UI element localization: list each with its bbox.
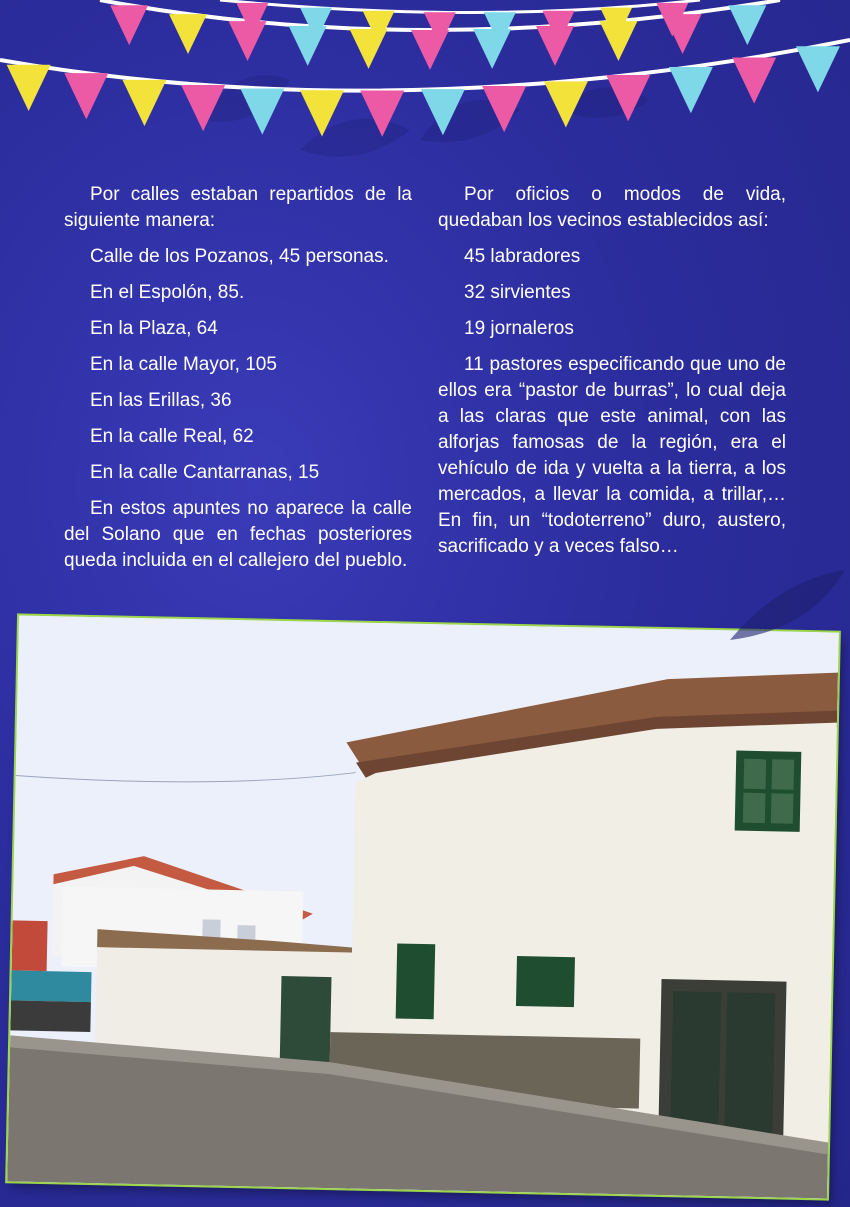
leaf-decoration <box>720 560 850 670</box>
bunting-flag <box>64 73 108 119</box>
bunting-flag <box>122 80 166 126</box>
bunting-flag <box>732 57 776 103</box>
left-closing: En estos apuntes no aparece la calle del Solano que en fechas posteriores queda incluida en el callejero del pueblo. <box>64 498 412 571</box>
street-item: En la Plaza, 64 <box>90 318 218 339</box>
bunting-flag <box>473 29 511 69</box>
bunting-flag <box>110 5 148 45</box>
bunting-flag <box>229 21 267 61</box>
bunting-flag <box>289 26 327 66</box>
street-item: En la calle Mayor, 105 <box>90 354 277 375</box>
trade-item: 32 sirvientes <box>464 282 571 303</box>
right-column <box>438 182 786 570</box>
bunting-flag <box>728 5 766 45</box>
bunting-decoration <box>0 0 850 175</box>
bunting-flag <box>599 21 637 61</box>
bunting-flag <box>536 26 574 66</box>
bunting-flag <box>411 30 449 70</box>
street-item: En las Erillas, 36 <box>90 390 232 411</box>
bunting-flag <box>669 67 713 113</box>
right-intro: Por oficios o modos de vida, quedaban los vecinos establecidos así: <box>438 184 786 231</box>
trade-item: 45 labradores <box>464 246 581 267</box>
village-house-photo <box>7 615 839 1198</box>
street-item: En la calle Cantarranas, 15 <box>90 462 320 483</box>
bunting-flag <box>7 65 51 111</box>
trade-item: 19 jornaleros <box>464 318 574 339</box>
right-closing: 11 pastores especificando que uno de ellos era “pastor de burras”, lo cual deja a las claras que este animal, con las alforjas famosas de la región, era el vehículo de ida y vuelta a la tierra, a los mercados, a llevar la comida, a trillar,…En fin, un “todoterreno” duro, austero, sacrificado y a veces falso… <box>438 354 786 557</box>
street-item: En la calle Real, 62 <box>90 426 254 447</box>
bunting-flag <box>664 14 702 54</box>
house-illustration <box>7 615 839 1198</box>
street-item: Calle de los Pozanos, 45 personas. <box>90 246 389 267</box>
street-item: En el Espolón, 85. <box>90 282 245 303</box>
bunting-flag <box>350 29 388 69</box>
left-intro: Por calles estaban repartidos de la siguiente manera: <box>64 184 412 231</box>
bunting-flag <box>169 14 207 54</box>
bunting-flag <box>796 46 840 92</box>
left-column <box>64 182 412 584</box>
